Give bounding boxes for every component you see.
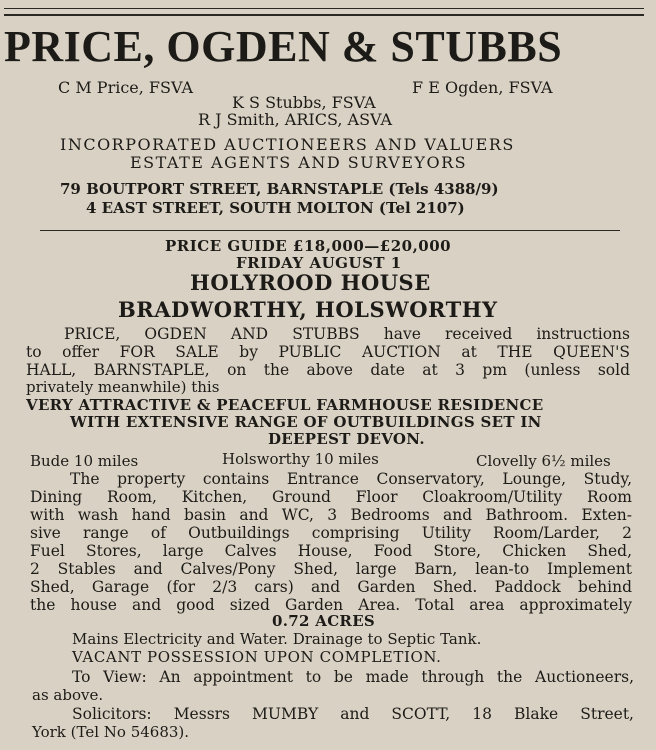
intro-line: HALL, BARNSTAPLE, on the above date at 3 pm (unless sold — [26, 361, 630, 379]
distance-holsworthy: Holsworthy 10 miles — [222, 450, 379, 468]
solicitors-line: York (Tel No 54683). — [32, 723, 190, 741]
partner-cm-price: C M Price, FSVA — [58, 78, 194, 97]
headline-line: VERY ATTRACTIVE & PEACEFUL FARMHOUSE RESIDENCE — [26, 396, 544, 414]
top-rule-thick — [4, 14, 644, 16]
distance-clovelly: Clovelly 6½ miles — [476, 452, 611, 470]
property-location: BRADWORTHY, HOLSWORTHY — [118, 297, 498, 322]
auction-date: FRIDAY AUGUST 1 — [236, 254, 402, 272]
description-line: 2 Stables and Calves/Pony Shed, large Barn, lean-to Implement — [30, 560, 632, 578]
price-guide: PRICE GUIDE £18,000—£20,000 — [165, 237, 452, 255]
firm-name: PRICE, OGDEN & STUBBS — [4, 22, 563, 71]
intro-line: PRICE, OGDEN AND STUBBS have received instructions — [64, 325, 630, 343]
viewing-line: To View: An appointment to be made through the Auctioneers, — [72, 668, 634, 686]
partner-fe-ogden: F E Ogden, FSVA — [412, 78, 553, 97]
vacant-possession: VACANT POSSESSION UPON COMPLETION. — [72, 648, 442, 666]
description-line: The property contains Entrance Conservatory, Lounge, Study, — [70, 470, 632, 488]
address-south-molton: 4 EAST STREET, SOUTH MOLTON (Tel 2107) — [86, 199, 465, 217]
services: Mains Electricity and Water. Drainage to Septic Tank. — [72, 630, 482, 648]
intro-line: privately meanwhile) this — [26, 378, 220, 396]
description-line: Fuel Stores, large Calves House, Food Store, Chicken Shed, — [30, 542, 632, 560]
headline-line: DEEPEST DEVON. — [268, 430, 425, 448]
firm-descriptor-2: ESTATE AGENTS AND SURVEYORS — [130, 153, 468, 172]
description-line: sive range of Outbuildings comprising Utility Room/Larder, 2 — [30, 524, 632, 542]
top-rule — [4, 8, 644, 9]
firm-descriptor-1: INCORPORATED AUCTIONEERS AND VALUERS — [60, 135, 515, 154]
description-line: Dining Room, Kitchen, Ground Floor Cloakroom/Utility Room — [30, 488, 632, 506]
distance-bude: Bude 10 miles — [30, 452, 139, 470]
section-divider — [40, 230, 620, 231]
partner-ks-stubbs: K S Stubbs, FSVA — [232, 93, 376, 112]
headline-line: WITH EXTENSIVE RANGE OF OUTBUILDINGS SET IN — [70, 413, 542, 431]
viewing-line: as above. — [32, 686, 104, 704]
address-barnstaple: 79 BOUTPORT STREET, BARNSTAPLE (Tels 4388/9) — [60, 180, 499, 198]
description-line: with wash hand basin and WC, 3 Bedrooms and Bathroom. Exten- — [30, 506, 632, 524]
description-line: Shed, Garage (for 2/3 cars) and Garden Shed. Paddock behind — [30, 578, 632, 596]
description-line: the house and good sized Garden Area. Total area approximately — [30, 596, 632, 614]
property-name: HOLYROOD HOUSE — [190, 270, 431, 295]
acreage: 0.72 ACRES — [272, 612, 376, 630]
partner-rj-smith: R J Smith, ARICS, ASVA — [198, 110, 393, 129]
solicitors-line: Solicitors: Messrs MUMBY and SCOTT, 18 Blake Street, — [72, 705, 634, 723]
intro-line: to offer FOR SALE by PUBLIC AUCTION at THE QUEEN'S — [26, 343, 630, 361]
